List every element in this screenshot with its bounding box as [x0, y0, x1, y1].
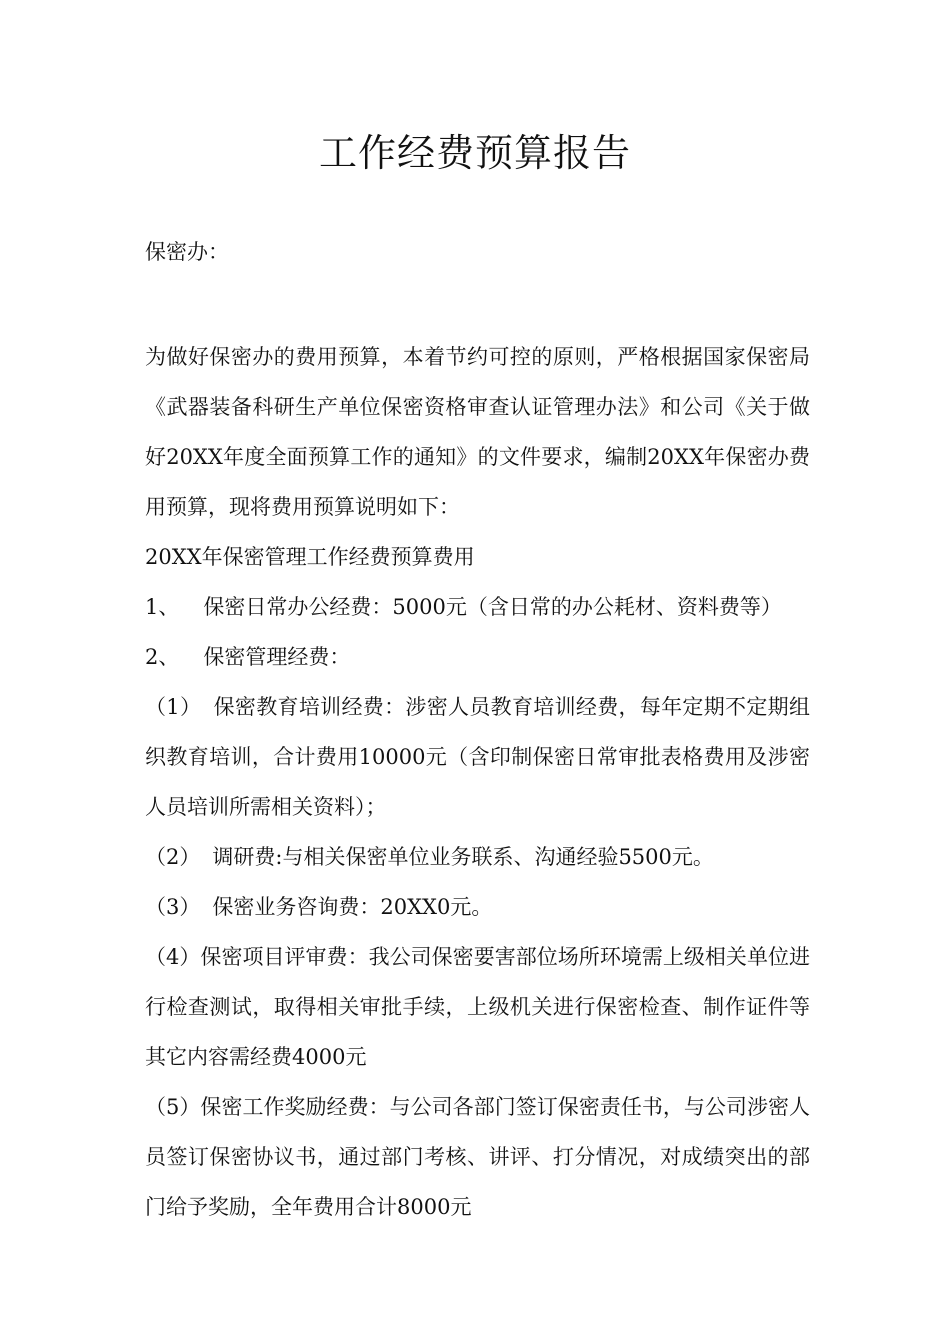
intro-paragraph: 为做好保密办的费用预算，本着节约可控的原则，严格根据国家保密局《武器装备科研生产单位保密资格审查认证管理办法》和公司《关于做好20XX年度全面预算工作的通知》的文件要求，编制20XX年保密办费用预算，现将费用预算说明如下： [145, 345, 810, 519]
sub-item-4: （4）保密项目评审费：我公司保密要害部位场所环境需上级相关单位进行检查测试，取得相关审批手续，上级机关进行保密检查、制作证件等其它内容需经费4000元 [145, 945, 810, 1069]
item-2-number: 2、 [145, 645, 180, 669]
item-1-number: 1、 [145, 595, 180, 619]
document-body [145, 232, 810, 1232]
item-1-text: 保密日常办公经费：5000元（含日常的办公耗材、资料费等） [203, 595, 782, 619]
item-2-text: 保密管理经费： [203, 645, 351, 669]
sub-item-1-text: 保密教育培训经费：涉密人员教育培训经费，每年定期不定期组织教育培训，合计费用10000元（含印制保密日常审批表格费用及涉密人员培训所需相关资料）； [145, 695, 810, 819]
sub-item-3 [145, 882, 810, 932]
sub-item-2-number: （2） [145, 845, 201, 869]
sub-item-5: （5）保密工作奖励经费：与公司各部门签订保密责任书，与公司涉密人员签订保密协议书，通过部门考核、讲评、打分情况，对成绩突出的部门给予奖励，全年费用合计8000元 [145, 1095, 810, 1219]
salutation: 保密办： [145, 240, 229, 264]
sub-item-1 [145, 682, 810, 832]
item-1 [145, 582, 810, 632]
budget-heading: 20XX年保密管理工作经费预算费用 [145, 545, 475, 569]
item-2 [145, 632, 810, 682]
sub-item-2-text: 调研费:与相关保密单位业务联系、沟通经验5500元。 [212, 845, 714, 869]
sub-item-1-number: （1） [145, 695, 202, 719]
sub-item-2 [145, 832, 810, 882]
sub-item-3-text: 保密业务咨询费：20XX0元。 [212, 895, 493, 919]
sub-item-3-number: （3） [145, 895, 201, 919]
document-title: 工作经费预算报告 [318, 131, 631, 175]
